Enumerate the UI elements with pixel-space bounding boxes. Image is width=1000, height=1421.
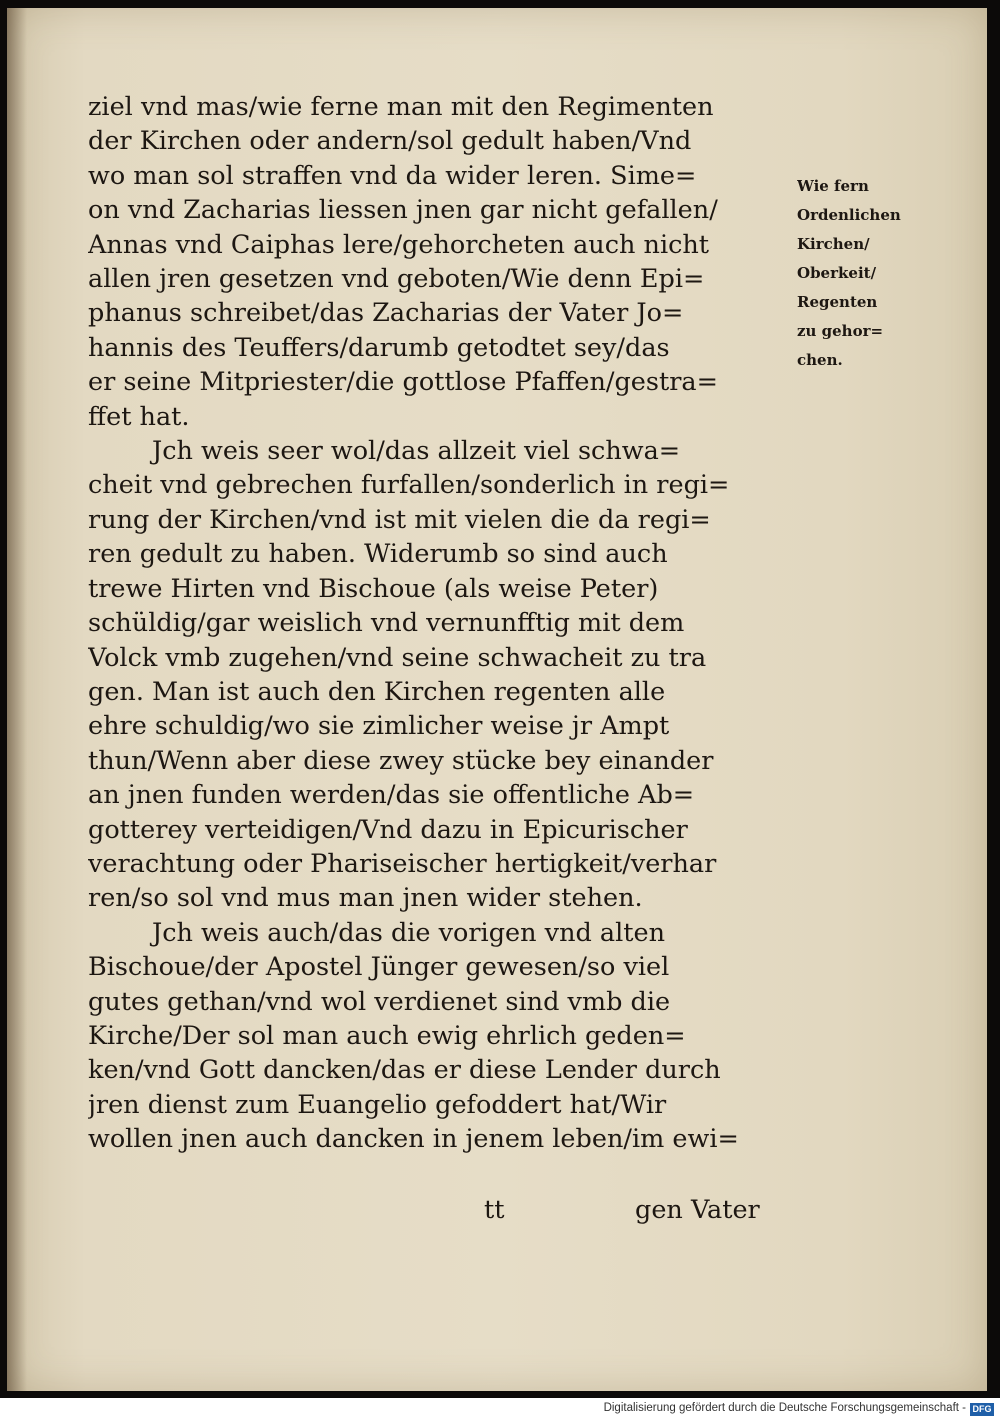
margin-note-line: Oberkeit/	[797, 264, 877, 282]
text-line: wollen jnen auch dancken in jenem leben/im ewi=	[88, 1124, 739, 1155]
margin-note-line: Wie fern	[797, 177, 869, 195]
text-line: an jnen funden werden/das sie offentliche Ab=	[88, 780, 695, 811]
text-line: gutes gethan/vnd wol verdienet sind vmb die	[88, 986, 671, 1017]
text-line: der Kirchen oder andern/sol gedult haben/Vnd	[88, 126, 692, 157]
margin-note-line: Regenten	[797, 293, 878, 311]
text-line: ehre schuldig/wo sie zimlicher weise jr Ampt	[88, 711, 670, 742]
text-line: allen jren gesetzen vnd geboten/Wie denn Epi=	[88, 264, 705, 295]
text-line: on vnd Zacharias liessen jnen gar nicht gefallen/	[88, 195, 718, 226]
text-line: gotterey verteidigen/Vnd dazu in Epicurischer	[88, 814, 688, 845]
text-line: ren gedult zu haben. Widerumb so sind auch	[88, 539, 668, 570]
text-line: Jch weis seer wol/das allzeit viel schwa=	[152, 436, 681, 467]
text-line: ren/so sol vnd mus man jnen wider stehen.	[88, 883, 643, 914]
footer-credit: Digitalisierung gefördert durch die Deutsche Forschungsgemeinschaft -	[603, 1402, 966, 1414]
text-line: ken/vnd Gott dancken/das er diese Lender durch	[88, 1055, 721, 1086]
text-line: wo man sol straffen vnd da wider leren. Sime=	[88, 160, 697, 191]
text-line: rung der Kirchen/vnd ist mit vielen die da regi=	[88, 504, 711, 535]
signature-mark: tt	[484, 1195, 505, 1225]
text-line: Jch weis auch/das die vorigen vnd alten	[152, 917, 666, 948]
text-line: Annas vnd Caiphas lere/gehorcheten auch nicht	[88, 229, 710, 260]
text-line: Kirche/Der sol man auch ewig ehrlich geden=	[88, 1020, 686, 1051]
page-gutter-shadow	[7, 8, 27, 1391]
text-line: schüldig/gar weislich vnd vernunfftig mit dem	[88, 608, 685, 639]
text-line: jren dienst zum Euangelio gefoddert hat/Wir	[88, 1089, 667, 1120]
text-line: phanus schreibet/das Zacharias der Vater Jo=	[88, 298, 684, 329]
text-line: hannis des Teuffers/darumb getodtet sey/das	[88, 332, 670, 363]
text-line: Bischoue/der Apostel Jünger gewesen/so viel	[88, 952, 670, 983]
text-line: thun/Wenn aber diese zwey stücke bey einander	[88, 745, 714, 776]
main-text-block	[88, 90, 788, 1157]
text-line: cheit vnd gebrechen furfallen/sonderlich in regi=	[88, 470, 730, 501]
margin-note-line: Ordenlichen	[797, 206, 901, 224]
catchword: gen Vater	[635, 1195, 760, 1225]
text-line: gen. Man ist auch den Kirchen regenten alle	[88, 676, 666, 707]
dfg-logo: DFG	[970, 1403, 994, 1416]
text-line: ffet hat.	[88, 401, 190, 432]
text-line: verachtung oder Phariseischer hertigkeit/verhar	[88, 848, 717, 879]
text-line: er seine Mitpriester/die gottlose Pfaffen/gestra=	[88, 367, 718, 398]
footer-bar	[0, 1398, 1000, 1421]
margin-note	[797, 172, 917, 375]
margin-note-line: chen.	[797, 351, 843, 369]
margin-note-line: zu gehor=	[797, 322, 884, 340]
margin-note-line: Kirchen/	[797, 235, 870, 253]
text-line: ziel vnd mas/wie ferne man mit den Regimenten	[88, 92, 714, 122]
text-line: trewe Hirten vnd Bischoue (als weise Peter)	[88, 573, 659, 604]
text-line: Volck vmb zugehen/vnd seine schwacheit zu tra	[88, 642, 707, 673]
